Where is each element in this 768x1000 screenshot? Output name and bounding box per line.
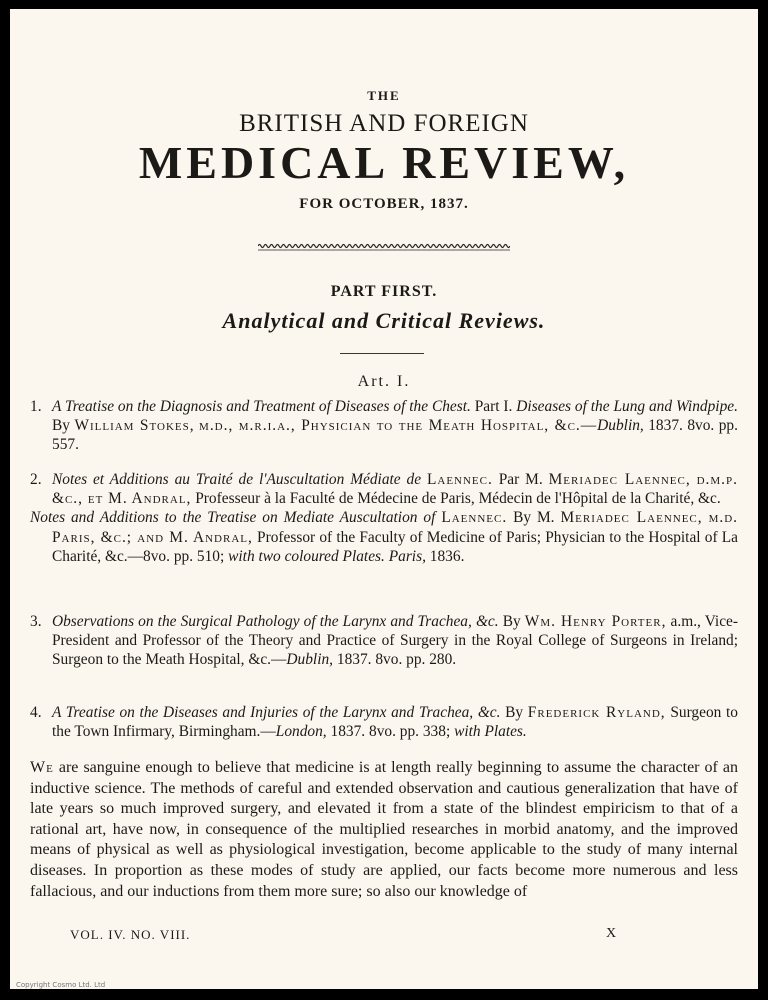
part-heading: PART FIRST. [330, 283, 438, 300]
publication-details: 1837. 8vo. pp. 338; [330, 723, 451, 741]
plates-note: with two coloured Plates. Paris, [228, 547, 426, 565]
author-name: Andral, [131, 490, 192, 508]
by-label: By [502, 613, 521, 630]
work-title-french: Notes et Additions au Traité de l'Auscultation Médiate de [52, 471, 422, 488]
document-page [10, 9, 758, 989]
article-number: Art. I. [357, 373, 411, 390]
gathering-signature: X [606, 926, 617, 941]
work-subtitle: Diseases of the Lung and Windpipe. [516, 398, 738, 415]
author-name: Frederick Ryland, [527, 704, 666, 721]
journal-title: MEDICAL REVIEW, [138, 137, 630, 188]
author-name: Wm. Henry Porter, [524, 613, 667, 630]
text-segment: Par M. [498, 471, 543, 488]
author-name: Andral, [193, 528, 253, 546]
publication-details: 1837. 8vo. pp. 557. [52, 417, 738, 454]
by-label: By [52, 417, 70, 435]
text-segment: Professor of the Faculty of Medicine of Paris; Physician to the Hospital of La Charité, &c.—8vo. pp. 510; [52, 528, 738, 565]
entry-number: 4. [30, 704, 42, 721]
text-segment: Professeur à la Faculté de Médecine de Paris, Médecin de l'Hôpital de la Charité, &c. [195, 490, 721, 508]
author-name: William Stokes, [74, 417, 195, 435]
author-details: Surgeon to the Town Infirmary, Birmingham.— [52, 704, 738, 741]
author-name: Meriadec Laennec, [548, 471, 691, 488]
entry-number: 2. [30, 471, 42, 488]
publication-place: Dublin, [286, 651, 334, 669]
work-title-english: Notes and Additions to the Treatise on Mediate Auscultation of [30, 509, 436, 527]
text-segment: By M. [513, 509, 555, 527]
entry-number: 3. [30, 613, 42, 630]
publication-place: London, [275, 723, 327, 741]
plates-note: with Plates. [454, 723, 527, 741]
volume-signature: VOL. IV. NO. VIII. [70, 927, 191, 942]
part-label: Part I. [474, 398, 513, 415]
work-title: Observations on the Surgical Pathology of the Larynx and Trachea, &c. [52, 613, 499, 630]
subject-name: Laennec. [426, 471, 493, 488]
by-label: By [505, 704, 524, 721]
work-title: A Treatise on the Diseases and Injuries of the Larynx and Trachea, &c. [52, 704, 501, 721]
section-heading: Analytical and Critical Reviews. [222, 308, 546, 333]
author-name: Meriadec Laennec, [560, 509, 703, 527]
divider [340, 353, 424, 354]
journal-name: BRITISH AND FOREIGN [239, 110, 529, 137]
publication-year: 1836. [429, 547, 465, 565]
subject-name: Laennec. [441, 509, 508, 527]
dropcap-word: We [30, 759, 54, 776]
body-paragraph [30, 758, 738, 902]
issue-date: FOR OCTOBER, 1837. [299, 196, 469, 212]
ornamental-rule [258, 242, 510, 252]
paragraph-text: are sanguine enough to believe that medicine is at length really beginning to assume the character of an inductive science. The methods of careful and extended observation and cautious generalization that have of late years so much improved surgery, and elevated it from a state of the blindest empiricism to that of a rational art, have now, in consequence of the multiplied researches in morbid anatomy, and the improved means of physical as well as physiological investigation, become applicable to the study of many internal diseases. In proportion as these modes of study are applied, our facts become more numerous and less fallacious, and our inductions from them more sure; so also our knowledge of [30, 759, 739, 900]
entry-number: 1. [30, 398, 42, 415]
author-details: a.m., Vice-President and Professor of the Theory and Practice of Surgery in the Royal College of Surgeons in Ireland; Surgeon to the Meath Hospital, &c.— [52, 613, 738, 669]
publication-place: Dublin, [597, 417, 644, 435]
work-title: A Treatise on the Diagnosis and Treatment of Diseases of the Chest. [52, 398, 471, 415]
masthead-the: THE [367, 88, 401, 103]
copyright-watermark: Copyright Cosmo Ltd. Ltd [16, 981, 106, 989]
text-segment: d.m.p. &c., et M. [52, 471, 738, 508]
publication-details: 1837. 8vo. pp. 280. [336, 651, 457, 669]
text-segment: m.d. Paris, &c.; and M. [52, 509, 738, 546]
author-details: m.d., m.r.i.a., Physician to the Meath Hospital, &c.— [199, 417, 598, 435]
